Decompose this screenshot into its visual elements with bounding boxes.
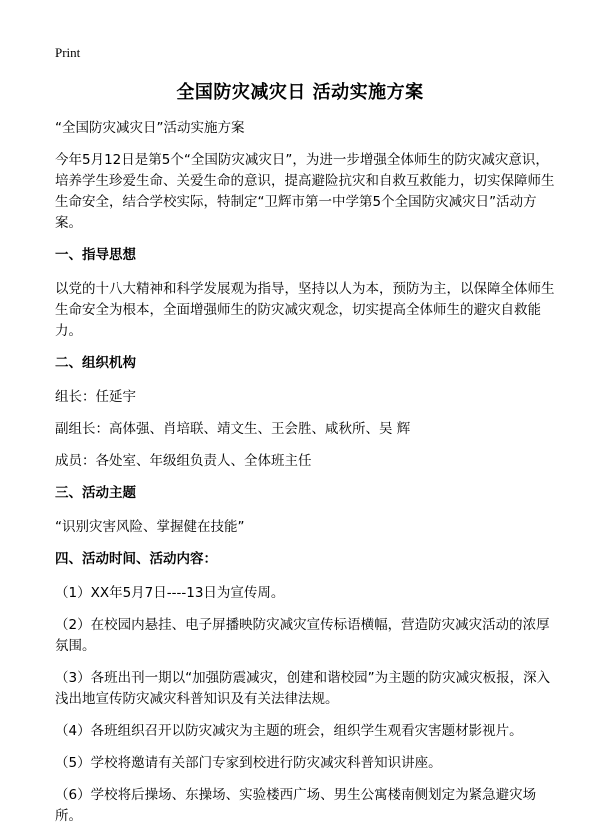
schedule-item: （3）各班出刊一期以“加强防震减灾，创建和谐校园”为主题的防灾减灾板报，深入浅出地宣传防灾减灾科普知识及有关法律法规。: [55, 670, 551, 707]
subtitle: “全国防灾减灾日”活动实施方案: [55, 120, 245, 136]
section-heading-organization: 二、组织机构: [55, 355, 136, 371]
schedule-item: （5）学校将邀请有关部门专家到校进行防灾减灾科普知识讲座。: [55, 755, 442, 771]
organization-leader: 组长：任延宇: [55, 389, 136, 405]
guiding-ideology-paragraph: 以党的十八大精神和科学发展观为指导，坚持以人为本，预防为主，以保障全体师生生命安全为根本，全面增强师生的防灾减灾观念，切实提高全体师生的避灾自救能力。: [55, 281, 555, 339]
schedule-item: （2）在校园内悬挂、电子屏播映防灾减灾宣传标语横幅，营造防灾减灾活动的浓厚氛围。: [55, 617, 550, 654]
section-heading-guiding-ideology: 一、指导思想: [55, 247, 136, 263]
section-heading-theme: 三、活动主题: [55, 485, 136, 501]
page-title: 全国防灾减灾日 活动实施方案: [176, 82, 424, 103]
section-heading-schedule: 四、活动时间、活动内容：: [55, 551, 217, 567]
schedule-item: （4）各班组织召开以防灾减灾为主题的班会，组织学生观看灾害题材影视片。: [55, 723, 523, 739]
activity-theme: “识别灾害风险、掌握健在技能”: [55, 519, 245, 535]
schedule-item: （6）学校将后操场、东操场、实验楼西广场、男生公寓楼南侧划定为紧急避灾场所。: [55, 787, 537, 824]
schedule-item: （1）XX年5月7日----13日为宣传周。: [55, 585, 285, 601]
print-link[interactable]: Print: [55, 45, 81, 60]
organization-deputy: 副组长：高体强、肖培联、靖文生、王会胜、咸秋所、吴 辉: [55, 421, 411, 437]
document-body: [55, 118, 555, 838]
intro-paragraph: 今年5月12日是第5个“全国防灾减灾日”，为进一步增强全体师生的防灾减灾意识，培养学生珍爱生命、关爱生命的意识，提高避险抗灾和自救互救能力，切实保障师生生命安全，结合学校实际，特制定“卫辉市第一中学第5个全国防灾减灾日”活动方案。: [55, 152, 555, 231]
organization-members: 成员：各处室、年级组负责人、全体班主任: [55, 453, 312, 469]
